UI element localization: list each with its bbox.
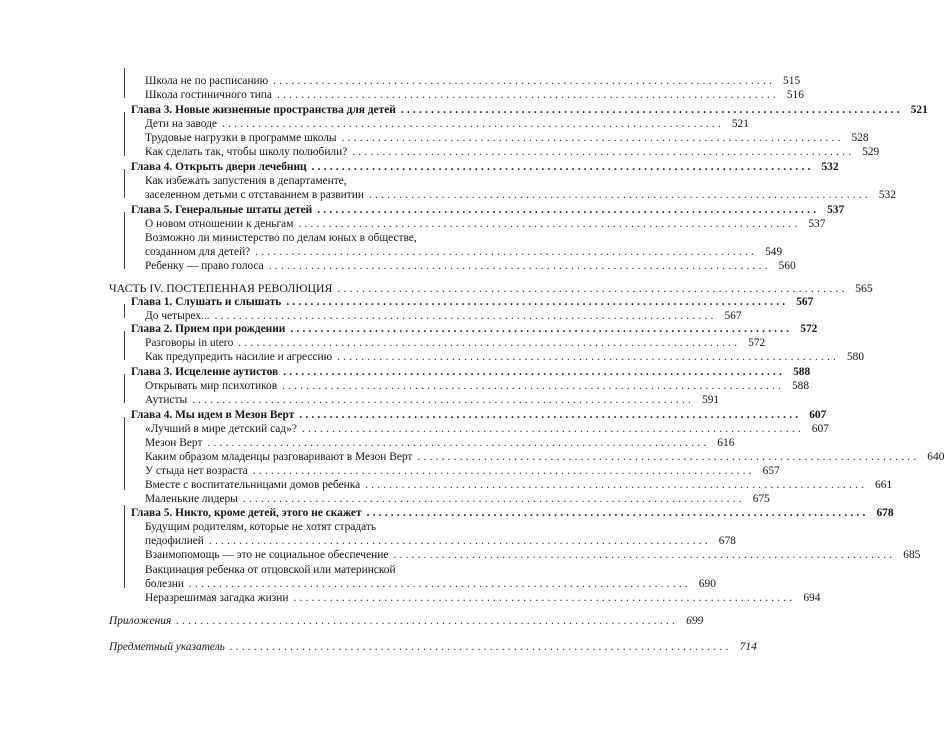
toc-entry: Мезон Верт ................................................................................... 616 — [145, 437, 735, 449]
toc-entry-title: Разговоры in utero — [145, 337, 234, 349]
chapter-entry: Глава 3. Новые жизненные пространства для детей ................................................................................... 521 — [131, 104, 928, 116]
section-bracket-line — [124, 212, 125, 269]
toc-entry: созданном для детей? ................................................................................... 549 — [145, 246, 783, 258]
toc-entry: Открывать мир психотиков ................................................................................... 588 — [145, 380, 810, 392]
toc-entry-title: Вместе с воспитательницами домов ребенка — [145, 479, 361, 491]
toc-page-number: 567 — [796, 296, 814, 308]
toc-entry-title: Дети на заводе — [145, 118, 217, 130]
chapter-entry: Глава 3. Исцеление аутистов ................................................................................... 588 — [131, 366, 811, 378]
toc-page-number: 588 — [791, 380, 810, 392]
toc-page-number: 516 — [786, 89, 804, 101]
toc-entry-title: Маленькие лидеры — [145, 493, 238, 505]
toc-page-number: 572 — [800, 323, 818, 335]
toc-page-number: 532 — [878, 189, 896, 201]
chapter-title: Глава 3. Новые жизненные пространства для детей — [131, 104, 396, 116]
toc-entry-title: заселенном детьми с отставанием в развитии — [145, 189, 364, 201]
toc-entry-title-line1: Как избежать запустения в департаменте, — [145, 175, 347, 187]
toc-entry: Трудовые нагрузки в программе школы ................................................................................... 528 — [145, 132, 869, 144]
toc-page-number: 567 — [724, 310, 742, 322]
chapter-entry: Глава 1. Слушать и слышать ................................................................................... 567 — [131, 296, 814, 308]
toc-entry-title: Школа не по расписанию — [145, 75, 269, 87]
index-title: Предметный указатель — [109, 641, 225, 653]
toc-entry-title: болезни — [145, 578, 184, 590]
toc-entry: Как предупредить насилие и агрессию ................................................................................... 580 — [145, 351, 865, 363]
toc-entry: Маленькие лидеры ................................................................................... 675 — [145, 493, 770, 505]
toc-entry-title: Ребенку — право голоса — [145, 260, 264, 272]
toc-page-number: 572 — [748, 337, 766, 349]
section-bracket-line — [124, 417, 125, 490]
section-bracket-line — [124, 331, 125, 360]
toc-entry: заселенном детьми с отставанием в развитии ................................................................................... 532 — [145, 189, 896, 201]
chapter-entry: Глава 2. Прием при рождении ................................................................................... 572 — [131, 323, 818, 335]
section-bracket-line — [124, 112, 125, 156]
toc-entry-title: Неразрешимая загадка жизни — [145, 592, 289, 604]
section-bracket-line — [124, 374, 125, 403]
toc-entry-title: Каким образом младенцы разговаривают в Мезон Верт — [145, 451, 413, 463]
toc-entry: Неразрешимая загадка жизни ................................................................................... 694 — [145, 592, 821, 604]
toc-entry-title: Взаимопомощь — это не социальное обеспечение — [145, 549, 389, 561]
index-entry: Предметный указатель ................................................................................... 714 — [109, 641, 757, 653]
toc-entry: О новом отношении к деньгам ................................................................................... 537 — [145, 218, 826, 230]
chapter-title: Глава 5. Никто, кроме детей, этого не скажет — [131, 507, 362, 519]
toc-page-number: 560 — [778, 260, 796, 272]
toc-page-number: 714 — [739, 641, 757, 653]
toc-page-number: 588 — [793, 366, 811, 378]
toc-page-number: 678 — [718, 535, 736, 547]
toc-entry: Каким образом младенцы разговаривают в Мезон Верт ................................................................................... 640 — [145, 451, 944, 463]
toc-page-number: 521 — [731, 118, 749, 130]
toc-entry-title: созданном для детей? — [145, 246, 251, 258]
toc-entry: Вместе с воспитательницами домов ребенка ................................................................................... 661 — [145, 479, 893, 491]
chapter-entry: Глава 5. Никто, кроме детей, этого не скажет ................................................................................... 678 — [131, 507, 894, 519]
toc-page-number: 607 — [811, 423, 829, 435]
chapter-title: Глава 3. Исцеление аутистов — [131, 366, 279, 378]
toc-page-number: 699 — [686, 615, 704, 627]
chapter-title: Глава 1. Слушать и слышать — [131, 296, 282, 308]
appendix-entry: Приложения ................................................................................... 699 — [109, 615, 704, 627]
toc-entry: Как сделать так, чтобы школу полюбили? ................................................................................... 529 — [145, 146, 880, 158]
toc-entry-title: Открывать мир психотиков — [145, 380, 278, 392]
toc-page-number: 515 — [783, 75, 801, 87]
toc-entry-title-line1: Вакцинация ребенка от отцовской или материнской — [145, 564, 396, 576]
chapter-entry: Глава 4. Мы идем в Мезон Верт ................................................................................... 607 — [131, 409, 827, 421]
toc-entry-title: До четырех... — [145, 310, 210, 322]
toc-entry: Ребенку — право голоса ................................................................................... 560 — [145, 260, 796, 272]
toc-entry-title: О новом отношении к деньгам — [145, 218, 294, 230]
toc-entry: Дети на заводе ................................................................................... 521 — [145, 118, 749, 130]
toc-entry: До четырех... ................................................................................... 567 — [145, 310, 742, 322]
section-bracket-line — [124, 68, 125, 98]
chapter-title: Глава 5. Генеральные штаты детей — [131, 204, 313, 216]
toc-entry-title: педофилией — [145, 535, 204, 547]
toc-entry: болезни ................................................................................... 690 — [145, 578, 716, 590]
toc-page-number: 537 — [827, 204, 845, 216]
section-bracket-line — [124, 169, 125, 198]
toc-entry: Аутисты ................................................................................... 591 — [145, 394, 720, 406]
toc-entry-title: Как сделать так, чтобы школу полюбили? — [145, 146, 348, 158]
toc-page-number: 661 — [875, 479, 893, 491]
toc-entry: Разговоры in utero ................................................................................... 572 — [145, 337, 766, 349]
toc-page-number: 529 — [862, 146, 880, 158]
toc-page-number: 565 — [855, 281, 873, 295]
toc-entry: У стыда нет возраста ................................................................................... 657 — [145, 465, 780, 477]
toc-page-number: 616 — [717, 437, 735, 449]
toc-page-number: 549 — [765, 246, 783, 258]
toc-page-number: 640 — [927, 451, 944, 463]
section-bracket-line — [124, 505, 125, 588]
chapter-title: Глава 4. Открыть двери лечебниц — [131, 161, 307, 173]
toc-entry: педофилией ................................................................................... 678 — [145, 535, 736, 547]
toc-entry-title-line1: Будущим родителям, которые не хотят страдать — [145, 521, 377, 533]
toc-entry-title: «Лучший в мире детский сад»? — [145, 423, 297, 435]
toc-page-number: 657 — [762, 465, 780, 477]
toc-page-number: 678 — [876, 507, 894, 519]
chapter-title: Глава 4. Мы идем в Мезон Верт — [131, 409, 295, 421]
toc-page-number: 675 — [752, 493, 770, 505]
section-bracket-line — [124, 304, 125, 318]
toc-entry: Взаимопомощь — это не социальное обеспечение ................................................................................... 685 — [145, 549, 921, 561]
toc-page-number: 521 — [910, 104, 928, 116]
chapter-entry: Глава 4. Открыть двери лечебниц ................................................................................... 532 — [131, 161, 839, 173]
toc-page-number: 694 — [803, 592, 821, 604]
toc-entry-title: Мезон Верт — [145, 437, 203, 449]
toc-page-number: 607 — [809, 409, 827, 421]
toc-page-number: 591 — [702, 394, 720, 406]
toc-page-number: 532 — [821, 161, 839, 173]
toc-entry-title: Аутисты — [145, 394, 188, 406]
part-title: ЧАСТЬ IV. ПОСТЕПЕННАЯ РЕВОЛЮЦИЯ — [109, 281, 333, 295]
toc-page-number: 690 — [698, 578, 716, 590]
chapter-title: Глава 2. Прием при рождении — [131, 323, 286, 335]
toc-entry: Школа не по расписанию ................................................................................... 515 — [145, 75, 801, 87]
appendix-title: Приложения — [109, 615, 172, 627]
part-entry: ЧАСТЬ IV. ПОСТЕПЕННАЯ РЕВОЛЮЦИЯ ................................................................................... 565 — [109, 281, 873, 295]
chapter-entry: Глава 5. Генеральные штаты детей ................................................................................... 537 — [131, 204, 845, 216]
toc-entry-title: Школа гостиничного типа — [145, 89, 272, 101]
toc-entry-title: Как предупредить насилие и агрессию — [145, 351, 333, 363]
toc-page-number: 685 — [903, 549, 921, 561]
toc-entry: «Лучший в мире детский сад»? ................................................................................... 607 — [145, 423, 829, 435]
toc-entry-title: У стыда нет возраста — [145, 465, 248, 477]
toc-page-number: 537 — [808, 218, 826, 230]
toc-entry: Школа гостиничного типа ................................................................................... 516 — [145, 89, 804, 101]
toc-entry-title-line1: Возможно ли министерство по делам юных в обществе, — [145, 232, 417, 244]
toc-page-number: 528 — [851, 132, 869, 144]
toc-entry-title: Трудовые нагрузки в программе школы — [145, 132, 337, 144]
toc-page-number: 580 — [846, 351, 865, 363]
